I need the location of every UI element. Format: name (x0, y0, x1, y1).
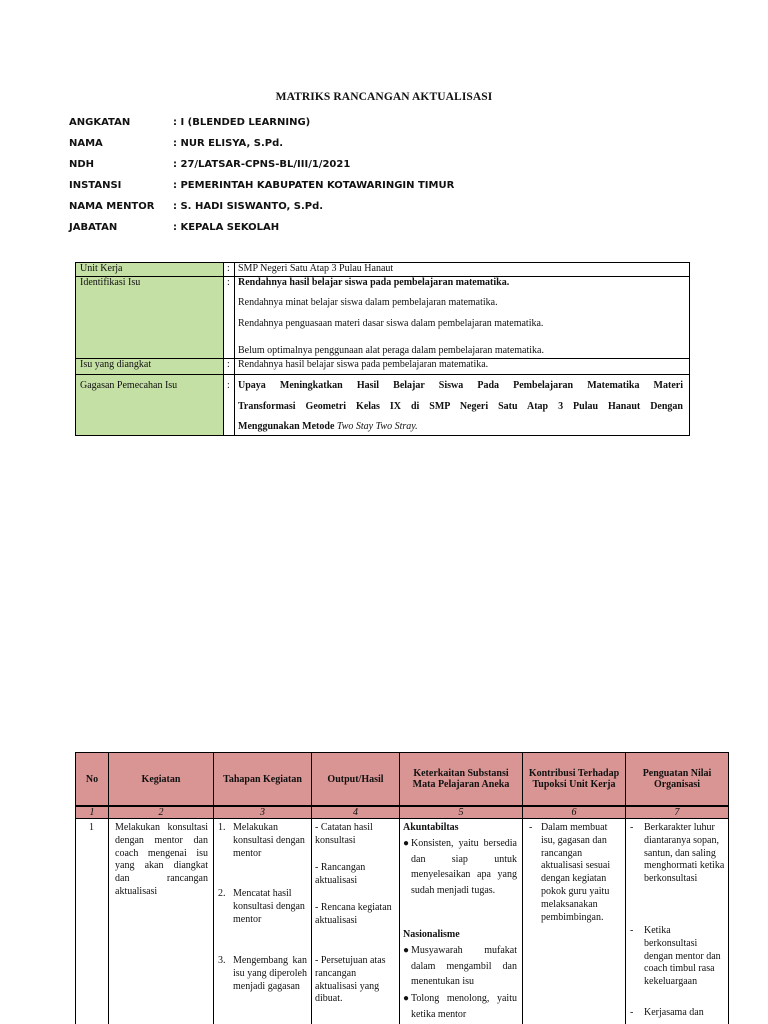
gagasan-line: Transformasi Geometri Kelas IX di SMP Negeri Satu Atap 3 Pulau Hanaut Dengan (238, 401, 683, 412)
output-item: - Catatan hasil konsultasi (315, 822, 373, 846)
header-keterkaitan: Keterkaitan Substansi Mata Pelajaran Aneka (399, 752, 523, 806)
identifikasi-item: Rendahnya minat belajar siswa dalam pembelajaran matematika. (238, 297, 498, 308)
header-tahapan: Tahapan Kegiatan (213, 752, 312, 806)
nasionalisme-item: Tolong menolong, yaitu ketika mentor (411, 993, 517, 1020)
info-label: NAMA MENTOR (69, 201, 155, 212)
info-row-instansi (69, 175, 454, 196)
column-number: 7 (625, 806, 729, 819)
info-value: : S. HADI SISWANTO, S.Pd. (173, 201, 324, 212)
tahapan-text: Mengembang kan isu yang diperoleh menjadi gagasan (233, 955, 307, 992)
identifikasi-label: Identifikasi Isu (80, 277, 141, 288)
colon: : (227, 380, 230, 391)
header-output: Output/Hasil (311, 752, 400, 806)
cell-no (75, 819, 109, 1024)
info-value: : 27/LATSAR-CPNS-BL/III/1/2021 (173, 159, 351, 170)
row-number: 1 (89, 822, 94, 833)
document-title: MATRIKS RANCANGAN AKTUALISASI (275, 91, 493, 103)
row-divider (76, 374, 689, 375)
unit-kerja-label: Unit Kerja (80, 263, 123, 274)
output-item: - Rencana kegiatan aktualisasi (315, 902, 392, 926)
column-number: 5 (399, 806, 523, 819)
gagasan-method-name: Two Stay Two Stray. (336, 421, 418, 432)
akuntabilitas-title: Akuntabiltas (403, 822, 459, 833)
info-value: : NUR ELISYA, S.Pd. (173, 138, 284, 149)
output-item: - Persetujuan atas rancangan aktualisasi yang dibuat. (315, 955, 386, 1005)
header-penguatan: Penguatan Nilai Organisasi (625, 752, 729, 806)
bullet-icon: ● (403, 838, 410, 849)
colon: : (227, 277, 230, 288)
penguatan-item: Ketika berkonsultasi dengan mentor dan coach timbul rasa kekeluargaan (644, 925, 721, 988)
header-no: No (75, 752, 109, 806)
column-divider (234, 263, 235, 435)
penguatan-item: Berkarakter luhur diantaranya sopan, santun, dan saling menghormati ketika berkonsultasi (644, 822, 725, 885)
tahapan-text: Melakukan konsultasi dengan mentor (233, 822, 305, 859)
activity-matrix (75, 752, 729, 1024)
unit-kerja-value: SMP Negeri Satu Atap 3 Pulau Hanaut (238, 263, 394, 274)
tahapan-number: 3. (218, 955, 226, 966)
kegiatan-text: Melakukan konsultasi dengan mentor dan coach mengenai isu yang akan diangkat dan rancangan aktualisasi (115, 822, 208, 897)
output-item: - Rancangan aktualisasi (315, 862, 366, 886)
bullet-icon: ● (403, 945, 410, 956)
colon: : (227, 359, 230, 370)
info-label: NDH (69, 159, 95, 170)
gagasan-line (238, 421, 683, 432)
info-label: NAMA (69, 138, 103, 149)
header-kontribusi: Kontribusi Terhadap Tupoksi Unit Kerja (522, 752, 626, 806)
gagasan-label: Gagasan Pemecahan Isu (80, 380, 178, 391)
info-row-angkatan (69, 112, 454, 133)
colon: : (227, 263, 230, 274)
identifikasi-item: Rendahnya hasil belajar siswa pada pembelajaran matematika. (238, 277, 510, 288)
column-number: 3 (213, 806, 312, 819)
tahapan-text: Mencatat hasil konsultasi dengan mentor (233, 888, 305, 925)
column-number: 2 (108, 806, 214, 819)
info-label: INSTANSI (69, 180, 122, 191)
info-value: : I (BLENDED LEARNING) (173, 117, 311, 128)
dash-icon: - (630, 822, 634, 833)
kontribusi-text: Dalam membuat isu, gagasan dan rancangan aktualisasi sesuai dengan kegiatan pokok guru yaitu melaksanakan pembimbingan. (541, 822, 611, 923)
info-row-jabatan (69, 217, 454, 238)
column-divider (223, 263, 224, 435)
participant-info (69, 112, 454, 238)
summary-table (75, 262, 690, 436)
tahapan-number: 2. (218, 888, 226, 899)
isu-diangkat-value: Rendahnya hasil belajar siswa pada pembelajaran matematika. (238, 359, 489, 370)
column-number: 1 (75, 806, 109, 819)
gagasan-line: Upaya Meningkatkan Hasil Belajar Siswa Pada Pembelajaran Matematika Materi (238, 380, 683, 391)
identifikasi-item: Belum optimalnya penggunaan alat peraga dalam pembelajaran matematika. (238, 345, 544, 356)
header-kegiatan: Kegiatan (108, 752, 214, 806)
dash-icon: - (630, 1007, 634, 1018)
column-number: 4 (311, 806, 400, 819)
column-number: 6 (522, 806, 626, 819)
info-value: : PEMERINTAH KABUPATEN KOTAWARINGIN TIMUR (173, 180, 455, 191)
akuntabilitas-item: Konsisten, yaitu bersedia dan siap untuk menyelesaikan apa yang sudah menjadi tugas. (411, 838, 517, 896)
label-column (76, 263, 223, 435)
identifikasi-item: Rendahnya penguasaan materi dasar siswa dalam pembelajaran matematika. (238, 318, 544, 329)
info-row-ndh (69, 154, 454, 175)
gagasan-method-label: Menggunakan Metode (238, 421, 335, 432)
dash-icon: - (630, 925, 634, 936)
isu-diangkat-label: Isu yang diangkat (80, 359, 152, 370)
dash-icon: - (529, 822, 533, 833)
info-label: JABATAN (69, 222, 118, 233)
bullet-icon: ● (403, 993, 410, 1004)
info-row-mentor (69, 196, 454, 217)
penguatan-item: Kerjasama dan (644, 1007, 704, 1018)
tahapan-number: 1. (218, 822, 226, 833)
nasionalisme-item: Musyawarah mufakat dalam mengambil dan menentukan isu (411, 945, 517, 987)
nasionalisme-title: Nasionalisme (403, 929, 460, 940)
info-row-nama (69, 133, 454, 154)
info-value: : KEPALA SEKOLAH (173, 222, 280, 233)
info-label: ANGKATAN (69, 117, 131, 128)
